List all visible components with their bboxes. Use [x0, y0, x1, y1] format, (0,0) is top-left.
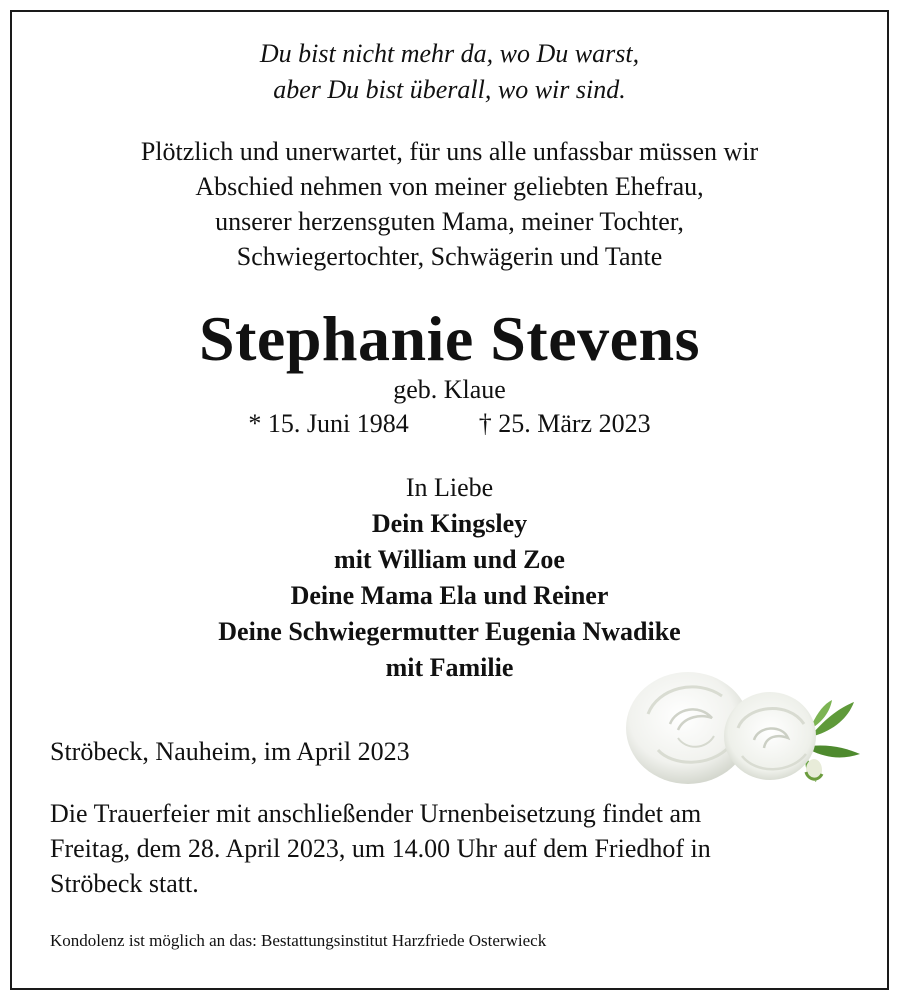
- mourners-heading: In Liebe: [405, 473, 494, 502]
- deceased-name: Stephanie Stevens: [199, 303, 700, 374]
- mourner-line: Deine Schwiegermutter Eugenia Nwadike: [218, 617, 681, 646]
- funeral-notice: [50, 796, 850, 901]
- mourner-line: Deine Mama Ela und Reiner: [290, 581, 609, 610]
- intro-text: [0, 134, 899, 274]
- intro-line: Plötzlich und unerwartet, für uns alle unfassbar müssen wir: [140, 137, 759, 166]
- mourner-line: mit William und Zoe: [334, 545, 565, 574]
- intro-line: Schwiegertochter, Schwägerin und Tante: [236, 242, 663, 271]
- place-date: Ströbeck, Nauheim, im April 2023: [50, 737, 410, 766]
- motto-line-2: aber Du bist überall, wo wir sind.: [273, 75, 626, 104]
- death-date: † 25. März 2023: [478, 409, 651, 438]
- maiden-name: geb. Klaue: [393, 375, 506, 404]
- condolence-note: Kondolenz ist möglich an das: Bestattungsinstitut Harzfriede Osterwieck: [50, 931, 547, 950]
- funeral-line: Ströbeck statt.: [50, 869, 199, 898]
- mourner-line: Dein Kingsley: [371, 509, 528, 538]
- funeral-line: Freitag, dem 28. April 2023, um 14.00 Uhr auf dem Friedhof in: [50, 834, 711, 863]
- motto-line-1: Du bist nicht mehr da, wo Du warst,: [259, 39, 640, 68]
- funeral-line: Die Trauerfeier mit anschließender Urnenbeisetzung findet am: [50, 799, 702, 828]
- mourner-line: mit Familie: [385, 653, 514, 682]
- life-dates: [0, 406, 899, 442]
- birth-date: * 15. Juni 1984: [248, 409, 409, 438]
- intro-line: unserer herzensguten Mama, meiner Tochter,: [215, 207, 684, 236]
- intro-line: Abschied nehmen von meiner geliebten Ehefrau,: [195, 172, 704, 201]
- motto: [0, 36, 899, 108]
- white-roses-icon: [618, 654, 868, 790]
